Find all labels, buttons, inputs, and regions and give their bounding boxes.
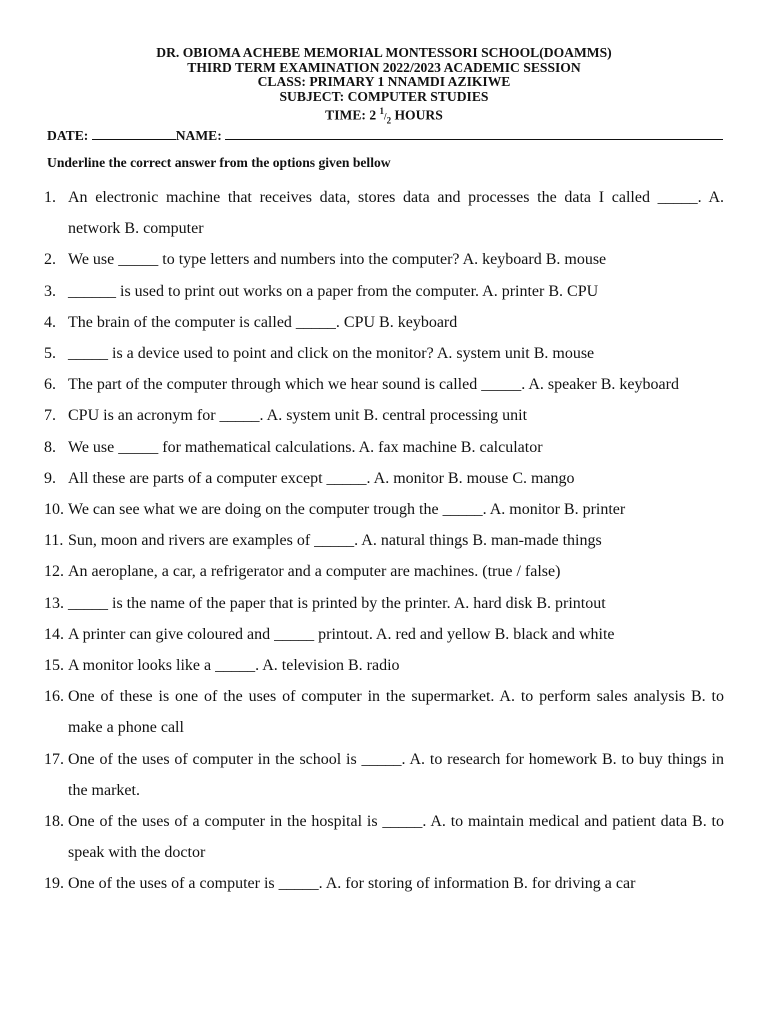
question-number: 2. — [44, 251, 56, 269]
question-16 — [44, 681, 724, 743]
time-suffix: HOURS — [391, 107, 443, 123]
question-text: CPU is an acronym for _____. A. system unit B. central processing unit — [68, 407, 528, 425]
question-text: One of the uses of computer in the school is _____. A. to research for homework B. to buy things in the market. — [68, 750, 724, 799]
question-1 — [44, 182, 724, 244]
question-number: 19. — [44, 875, 64, 893]
question-text: All these are parts of a computer except _____. A. monitor B. mouse C. mango — [68, 469, 575, 487]
fraction-slash: / — [384, 111, 387, 122]
date-name-row — [47, 128, 722, 144]
question-text: One of the uses of a computer is _____. A. for storing of information B. for driving a car — [68, 875, 636, 893]
question-5 — [44, 338, 724, 369]
question-6 — [44, 369, 724, 400]
question-number: 5. — [44, 345, 56, 363]
question-number: 7. — [44, 407, 56, 425]
time-prefix: TIME: 2 — [325, 107, 380, 123]
question-number: 1. — [44, 189, 56, 206]
question-number: 6. — [44, 376, 56, 394]
question-number: 15. — [44, 657, 64, 675]
question-17 — [44, 744, 724, 806]
question-2 — [44, 244, 724, 275]
question-number: 16. — [44, 688, 64, 706]
class-line: CLASS: PRIMARY 1 NNAMDI AZIKIWE — [257, 74, 511, 89]
time-fraction-denominator: 2 — [386, 115, 392, 126]
question-18 — [44, 806, 724, 868]
question-list — [44, 182, 724, 900]
question-12 — [44, 556, 724, 587]
subject-line: SUBJECT: COMPUTER STUDIES — [279, 88, 489, 104]
question-number: 11. — [44, 532, 64, 550]
question-text: An electronic machine that receives data, stores data and processes the data I called _____. A. network B. computer — [68, 189, 724, 238]
question-13 — [44, 588, 724, 619]
question-text: _____ is a device used to point and click on the monitor? A. system unit B. mouse — [68, 345, 595, 363]
question-11 — [44, 525, 724, 556]
question-number: 17. — [44, 750, 64, 768]
name-blank[interactable] — [225, 128, 723, 140]
question-9 — [44, 463, 724, 494]
question-text: A monitor looks like a _____. A. television B. radio — [68, 657, 400, 675]
question-number: 3. — [44, 282, 56, 300]
question-text: We can see what we are doing on the computer trough the _____. A. monitor B. printer — [68, 501, 626, 519]
question-text: One of the uses of a computer in the hospital is _____. A. to maintain medical and patient data B. to speak with the doctor — [68, 813, 724, 862]
question-number: 14. — [44, 625, 64, 643]
exam-title: THIRD TERM EXAMINATION 2022/2023 ACADEMIC SESSION — [187, 59, 581, 75]
exam-header — [0, 46, 768, 128]
question-4 — [44, 307, 724, 338]
question-number: 18. — [44, 813, 64, 831]
question-text: An aeroplane, a car, a refrigerator and a computer are machines. (true / false) — [68, 563, 561, 581]
instruction: Underline the correct answer from the options given bellow — [47, 155, 391, 170]
question-number: 4. — [44, 313, 56, 331]
question-text: A printer can give coloured and _____ printout. A. red and yellow B. black and white — [68, 625, 615, 643]
question-10 — [44, 494, 724, 525]
time-line — [0, 104, 768, 128]
question-14 — [44, 619, 724, 650]
question-text: We use _____ to type letters and numbers into the computer? A. keyboard B. mouse — [68, 251, 607, 269]
question-text: One of these is one of the uses of computer in the supermarket. A. to perform sales analysis B. to make a phone call — [68, 688, 724, 737]
question-number: 12. — [44, 563, 64, 581]
question-15 — [44, 650, 724, 681]
question-text: We use _____ for mathematical calculations. A. fax machine B. calculator — [68, 438, 543, 456]
question-7 — [44, 400, 724, 431]
question-number: 13. — [44, 594, 64, 612]
question-text: ______ is used to print out works on a paper from the computer. A. printer B. CPU — [68, 282, 599, 300]
question-text: The part of the computer through which we hear sound is called _____. A. speaker B. keyboard — [68, 376, 679, 394]
name-label: NAME: — [175, 128, 226, 143]
date-blank[interactable] — [92, 128, 176, 140]
question-number: 10. — [44, 501, 64, 519]
date-label: DATE: — [47, 128, 92, 143]
question-text: The brain of the computer is called _____. CPU B. keyboard — [68, 313, 458, 331]
question-number: 9. — [44, 469, 56, 487]
time-fraction-numerator: 1 — [379, 106, 385, 116]
question-text: _____ is the name of the paper that is printed by the printer. A. hard disk B. printout — [68, 594, 606, 612]
school-name: DR. OBIOMA ACHEBE MEMORIAL MONTESSORI SCHOOL(DOAMMS) — [156, 45, 612, 60]
question-3 — [44, 276, 724, 307]
question-8 — [44, 432, 724, 463]
question-text: Sun, moon and rivers are examples of _____. A. natural things B. man-made things — [68, 532, 602, 550]
question-number: 8. — [44, 438, 56, 456]
question-19 — [44, 868, 724, 899]
